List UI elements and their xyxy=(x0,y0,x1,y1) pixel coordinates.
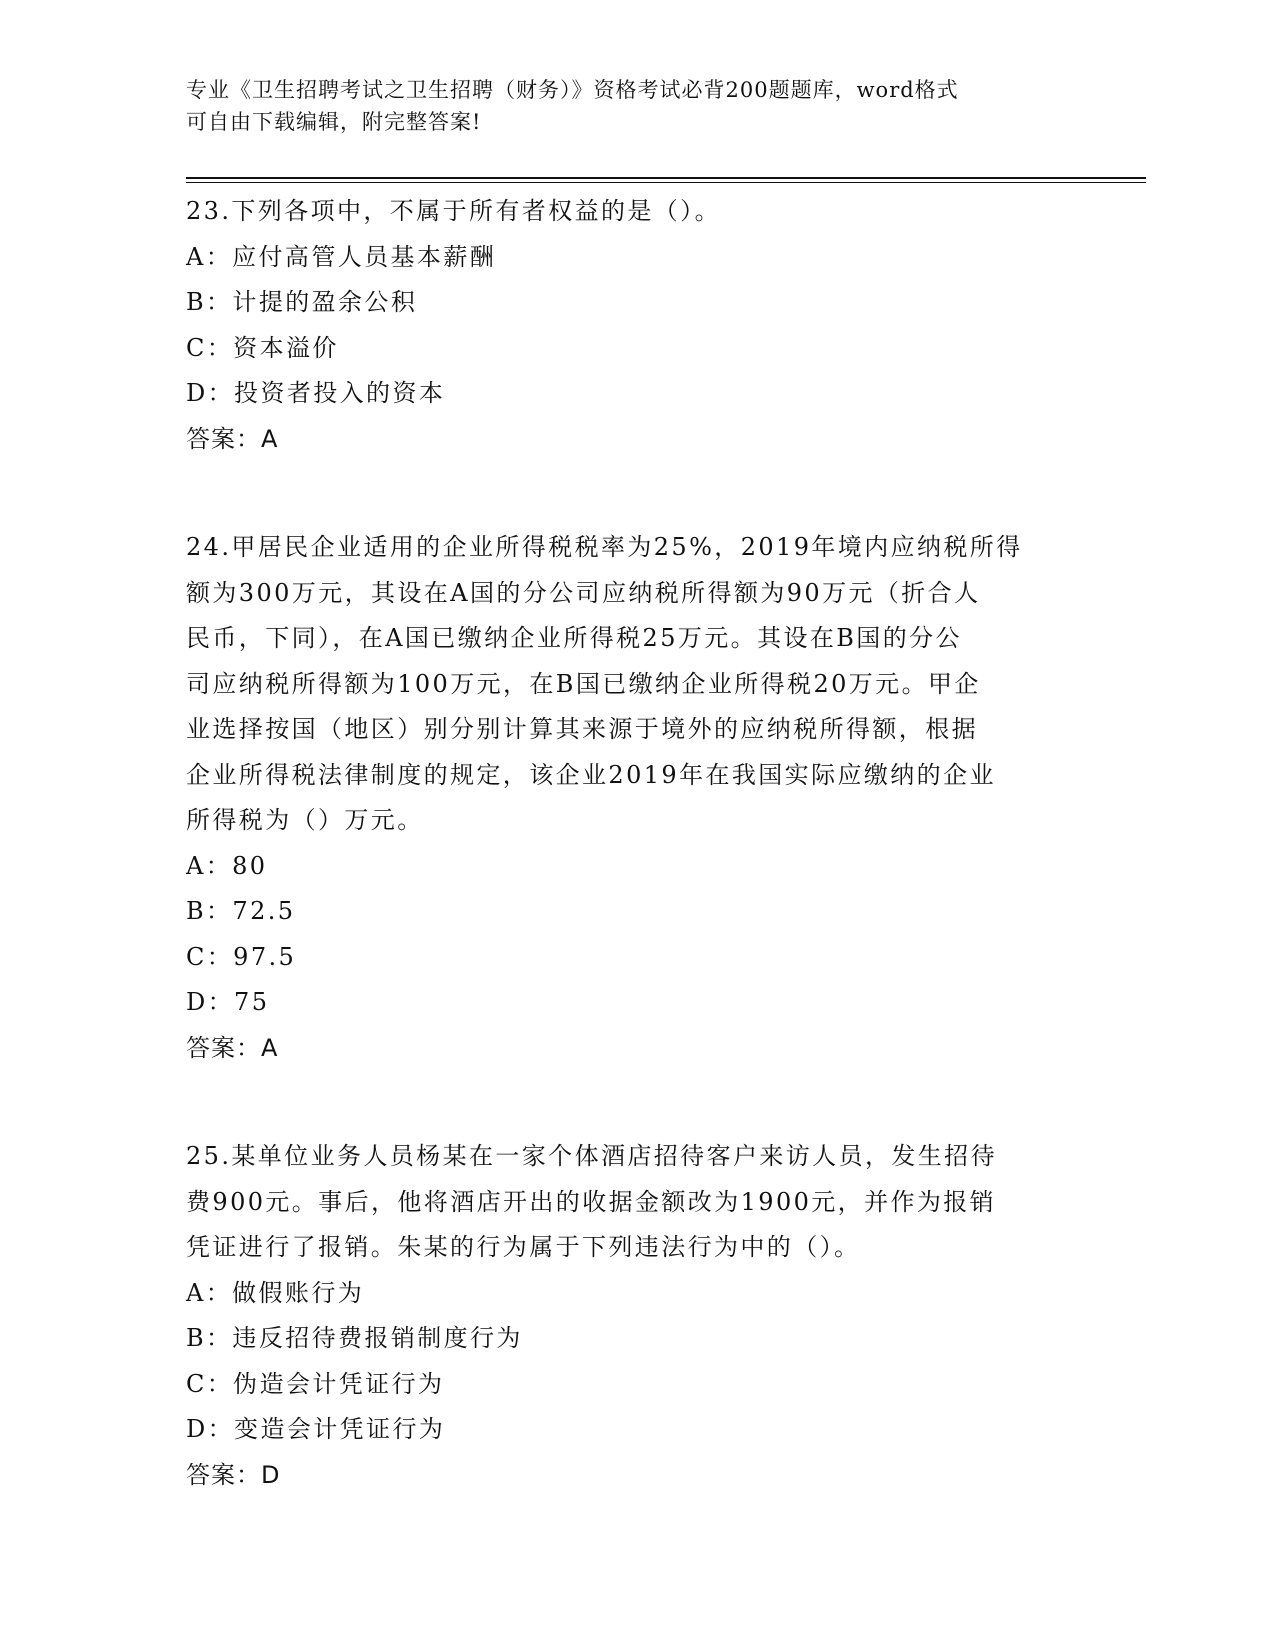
question-spacer xyxy=(186,1071,1066,1134)
question-text-line-5: 业选择按国（地区）别分别计算其来源于境外的应纳税所得额，根据 xyxy=(186,715,978,743)
question-text-line-4: 司应纳税所得额为100万元，在B国已缴纳企业所得税20万元。甲企 xyxy=(186,669,981,698)
question-list xyxy=(186,189,1066,1498)
option-d: D：投资者投入的资本 xyxy=(186,379,446,407)
question-spacer xyxy=(186,462,1066,525)
header-divider-thick xyxy=(186,177,1146,179)
question-24 xyxy=(186,525,1066,1071)
option-c: C：资本溢价 xyxy=(186,333,339,362)
question-text: 23.下列各项中，不属于所有者权益的是（）。 xyxy=(186,197,721,225)
question-text-line-1: 25.某单位业务人员杨某在一家个体酒店招待客户来访人员，发生招待 xyxy=(186,1142,997,1170)
answer: 答案：A xyxy=(186,424,279,453)
document-header xyxy=(186,74,1066,138)
question-text-line-6: 企业所得税法律制度的规定，该企业2019年在我国实际应缴纳的企业 xyxy=(186,760,996,789)
question-text-line-2: 额为300万元，其设在A国的分公司应纳税所得额为90万元（折合人 xyxy=(186,578,981,607)
question-text-line-3: 凭证进行了报销。朱某的行为属于下列违法行为中的（）。 xyxy=(186,1233,861,1261)
header-line-2: 可自由下载编辑，附完整答案! xyxy=(186,110,482,134)
option-d: D：变造会计凭证行为 xyxy=(186,1415,446,1443)
question-text-line-2: 费900元。事后，他将酒店开出的收据金额改为1900元，并作为报销 xyxy=(186,1187,997,1216)
header-line-1: 专业《卫生招聘考试之卫生招聘（财务）》资格考试必背200题题库，word格式 xyxy=(186,78,959,102)
option-b: B：计提的盈余公积 xyxy=(186,288,418,316)
option-a: A：做假账行为 xyxy=(186,1278,365,1307)
answer: 答案：D xyxy=(186,1460,281,1489)
question-text-line-7: 所得税为（）万元。 xyxy=(186,806,424,834)
option-d: D：75 xyxy=(186,988,270,1016)
option-b: B：违反招待费报销制度行为 xyxy=(186,1324,523,1352)
header-divider-thin xyxy=(186,182,1146,183)
question-text-line-1: 24.甲居民企业适用的企业所得税税率为25%，2019年境内应纳税所得 xyxy=(186,533,1023,561)
option-b: B：72.5 xyxy=(186,897,296,925)
question-25 xyxy=(186,1134,1066,1498)
question-text-line-3: 民币，下同），在A国已缴纳企业所得税25万元。其设在B国的分公 xyxy=(186,624,962,652)
question-23 xyxy=(186,189,1066,462)
option-c: C：97.5 xyxy=(186,942,297,971)
answer: 答案：A xyxy=(186,1033,279,1062)
option-c: C：伪造会计凭证行为 xyxy=(186,1369,445,1398)
option-a: A：80 xyxy=(186,851,268,880)
option-a: A：应付高管人员基本薪酬 xyxy=(186,242,497,271)
